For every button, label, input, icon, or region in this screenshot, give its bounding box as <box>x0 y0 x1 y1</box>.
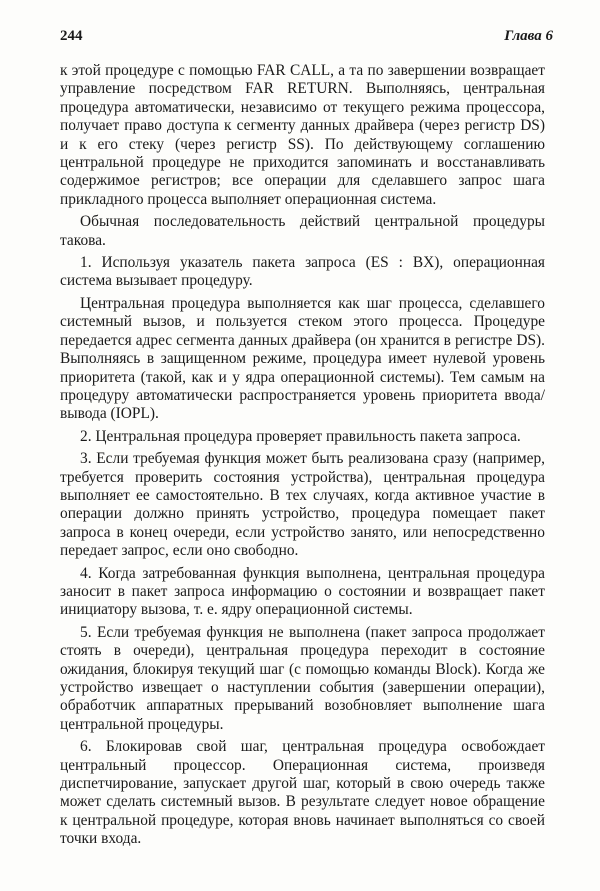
paragraph-step-1-detail: Центральная процедура выполняется как шаг процесса, сделавшего системный вызов, и пользуется стеком этого процесса. Процедуре передается адрес сегмента данных драйвера (он хранится в регистре DS). Выполняясь в защищенном режиме, процедура имеет нулевой уровень приоритета (такой, как и у ядра операционной системы). Тем самым на процедуру автоматически распространяется уровень приоритета ввода/вывода (IOPL). <box>60 294 545 423</box>
paragraph-step-2: 2. Центральная процедура проверяет правильность пакета запроса. <box>80 427 521 445</box>
paragraph-step-1: 1. Используя указатель пакета запроса (ES : BX), операционная система вызывает процедуру. <box>60 254 545 290</box>
paragraph-step-6: 6. Блокировав свой шаг, центральная процедура освобождает центральный процессор. Операционная система, произведя диспетчирование, запускает другой шаг, который в свою очередь также может сделать системный вызов. В результате следует новое обращение к центральной процедуре, которая вновь начинает выполняться со своей точки входа. <box>60 738 545 848</box>
paragraph-continuation: к этой процедуре с помощью FAR CALL, а та по завершении возвращает управление посредством FAR RETURN. Выполняясь, центральная процедура автоматически, независимо от текущего режима процессора, получает право доступа к сегменту данных драйвера (через регистр DS) и к его стеку (через регистр SS). По действующему соглашению центральной процедуре не приходится запоминать и восстанавливать содержимое регистров; все операции для сделавшего запрос шага прикладного процесса выполняет операционная система. <box>60 62 545 208</box>
page-number: 244 <box>60 28 83 44</box>
paragraph-step-4: 4. Когда затребованная функция выполнена, центральная процедура заносит в пакет запроса информацию о состоянии и возвращает пакет инициатору вызова, т. е. ядру операционной системы. <box>60 564 545 619</box>
paragraph-step-3: 3. Если требуемая функция может быть реализована сразу (например, требуется проверить состояния устройства), центральная процедура выполняет ее самостоятельно. В тех случаях, когда активное участие в операции должно принять устройство, процедура помещает пакет запроса в конец очереди, если устройство занято, или непосредственно передает запрос, если оно свободно. <box>60 450 545 560</box>
paragraph-step-5: 5. Если требуемая функция не выполнена (пакет запроса продолжает стоять в очереди), центральная процедура переходит в состояние ожидания, блокируя текущий шаг (с помощью команды Block). Когда же устройство извещает о наступлении события (завершении операции), обработчик аппаратных прерываний возобновляет выполнение шага центральной процедуры. <box>60 623 545 733</box>
chapter-title: Глава 6 <box>504 28 553 44</box>
paragraph-intro: Обычная последовательность действий центральной процедуры такова. <box>60 213 545 249</box>
text-body <box>60 62 545 853</box>
running-head <box>60 28 553 50</box>
